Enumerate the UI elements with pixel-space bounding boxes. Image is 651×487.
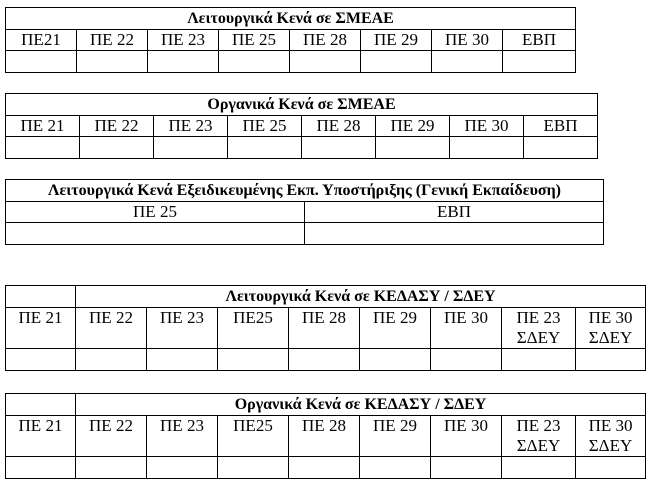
column-header: ΠΕ 30 — [431, 308, 502, 349]
column-header: ΠΕ 23 — [148, 30, 219, 51]
empty-cell — [431, 457, 502, 479]
column-header: ΠΕ 28 — [289, 308, 360, 349]
column-header: ΠΕ 28 — [290, 30, 361, 51]
empty-cell — [290, 51, 361, 73]
column-header: ΠΕ 25 — [6, 202, 305, 223]
empty-cell — [305, 223, 604, 245]
empty-cell — [302, 137, 376, 159]
table-row — [6, 223, 604, 245]
empty-cell — [360, 457, 431, 479]
table-title: Οργανικά Κενά σε ΚΕΔΑΣΥ / ΣΔΕΥ — [76, 394, 646, 416]
empty-cell — [376, 137, 450, 159]
table-title: Λειτουργικά Κενά σε ΣΜΕΑΕ — [6, 8, 576, 30]
column-header: ΠΕ 30 — [432, 30, 503, 51]
column-header: ΠΕ 29 — [360, 416, 431, 457]
column-header: ΠΕ25 — [218, 416, 289, 457]
column-header: ΠΕ 22 — [77, 30, 148, 51]
empty-cell — [450, 137, 524, 159]
empty-cell — [524, 137, 598, 159]
empty-corner-cell — [6, 394, 76, 416]
column-header: ΠΕ 21 — [6, 416, 76, 457]
empty-cell — [576, 457, 646, 479]
column-header: ΠΕ 22 — [80, 116, 154, 137]
column-header: ΠΕ 23 ΣΔΕΥ — [502, 308, 576, 349]
empty-cell — [80, 137, 154, 159]
table-exeidikeumeni-ypostirixi — [5, 179, 604, 245]
empty-cell — [360, 349, 431, 371]
column-header: ΠΕ 23 — [147, 308, 218, 349]
table-title: Οργανικά Κενά σε ΣΜΕΑΕ — [6, 94, 598, 116]
empty-cell — [502, 349, 576, 371]
column-header: ΠΕ 23 — [154, 116, 228, 137]
column-header: ΕΒΠ — [524, 116, 598, 137]
empty-cell — [147, 349, 218, 371]
column-header: ΠΕ 25 — [228, 116, 302, 137]
empty-cell — [6, 223, 305, 245]
column-header: ΠΕ25 — [218, 308, 289, 349]
column-header: ΠΕ 22 — [76, 416, 147, 457]
table-leitourgika-kedasy — [5, 285, 646, 371]
column-header: ΠΕ 29 — [361, 30, 432, 51]
empty-cell — [218, 349, 289, 371]
column-header: ΠΕ 30 ΣΔΕΥ — [576, 308, 646, 349]
empty-cell — [219, 51, 290, 73]
empty-cell — [154, 137, 228, 159]
empty-cell — [147, 457, 218, 479]
empty-cell — [289, 457, 360, 479]
empty-cell — [432, 51, 503, 73]
column-header: ΕΒΠ — [305, 202, 604, 223]
empty-cell — [77, 51, 148, 73]
column-header: ΠΕ 23 — [147, 416, 218, 457]
column-header: ΠΕ 29 — [376, 116, 450, 137]
empty-cell — [76, 457, 147, 479]
column-header: ΕΒΠ — [503, 30, 576, 51]
empty-corner-cell — [6, 286, 76, 308]
table-title: Λειτουργικά Κενά σε ΚΕΔΑΣΥ / ΣΔΕΥ — [76, 286, 646, 308]
table-organika-kedasy — [5, 393, 646, 479]
table-row — [6, 349, 646, 371]
table-row — [6, 457, 646, 479]
column-header: ΠΕ 25 — [219, 30, 290, 51]
empty-cell — [289, 349, 360, 371]
empty-cell — [6, 51, 77, 73]
empty-cell — [361, 51, 432, 73]
column-header: ΠΕ 21 — [6, 308, 76, 349]
empty-cell — [228, 137, 302, 159]
column-header: ΠΕ 22 — [76, 308, 147, 349]
column-header: ΠΕ 28 — [302, 116, 376, 137]
empty-cell — [218, 457, 289, 479]
column-header: ΠΕ 30 — [450, 116, 524, 137]
table-leitourgika-smeae — [5, 7, 576, 73]
column-header: ΠΕ 28 — [289, 416, 360, 457]
empty-cell — [6, 137, 80, 159]
empty-cell — [6, 349, 76, 371]
column-header: ΠΕ 21 — [6, 116, 80, 137]
empty-cell — [76, 349, 147, 371]
table-organika-smeae — [5, 93, 598, 159]
column-header: ΠΕ 29 — [360, 308, 431, 349]
empty-cell — [502, 457, 576, 479]
empty-cell — [6, 457, 76, 479]
table-row — [6, 51, 576, 73]
empty-cell — [503, 51, 576, 73]
empty-cell — [431, 349, 502, 371]
table-title: Λειτουργικά Κενά Εξειδικευμένης Εκπ. Υποστήριξης (Γενική Εκπαίδευση) — [6, 180, 604, 202]
empty-cell — [576, 349, 646, 371]
table-row — [6, 137, 598, 159]
column-header: ΠΕ 30 — [431, 416, 502, 457]
column-header: ΠΕ 30 ΣΔΕΥ — [576, 416, 646, 457]
empty-cell — [148, 51, 219, 73]
column-header: ΠΕ21 — [6, 30, 77, 51]
column-header: ΠΕ 23 ΣΔΕΥ — [502, 416, 576, 457]
